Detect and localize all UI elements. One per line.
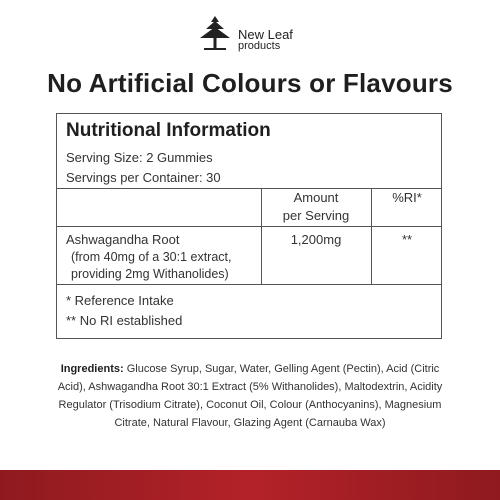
headline: No Artificial Colours or Flavours bbox=[47, 68, 453, 98]
nutrition-panel bbox=[56, 113, 442, 339]
servings-per-container: Servings per Container: 30 bbox=[66, 170, 221, 185]
serving-size: Serving Size: 2 Gummies bbox=[66, 150, 213, 165]
amount-header-line1: Amount bbox=[293, 190, 339, 205]
brand-subtitle: products bbox=[238, 40, 281, 52]
ri-header: %RI* bbox=[392, 190, 422, 205]
amount-header bbox=[261, 189, 371, 225]
ingredient-detail-line2: providing 2mg Withanolides) bbox=[71, 267, 229, 281]
divider bbox=[57, 226, 441, 227]
ingredients-label: Ingredients: bbox=[60, 363, 124, 375]
amount-header-line2: per Serving bbox=[282, 208, 350, 223]
footnote: * Reference Intake bbox=[66, 293, 174, 308]
ingredients-list bbox=[50, 360, 450, 432]
ingredient-amount: 1,200mg bbox=[290, 232, 342, 247]
tree-icon bbox=[198, 14, 232, 58]
ingredient-name: Ashwagandha Root bbox=[66, 232, 180, 247]
ingredients-text: Glucose Syrup, Sugar, Water, Gelling Agent (Pectin), Acid (Citric Acid), Ashwagandha Root 30:1 Extract (5% Withanolides), Maltodextrin, Acidity Regulator (Trisodium Citrate), Coconut Oil, Colour (Anthocyanins), Magnesium Citrate, Natural Flavour, Glazing Agent (Carnauba Wax) bbox=[57, 363, 443, 429]
footnote: ** No RI established bbox=[66, 313, 183, 328]
ingredient-ri: ** bbox=[401, 232, 413, 247]
divider bbox=[57, 284, 441, 285]
ingredient-detail-line1: (from 40mg of a 30:1 extract, bbox=[71, 250, 232, 264]
brand-logo bbox=[198, 14, 328, 58]
accent-bar bbox=[0, 470, 500, 500]
brand-name: New Leaf bbox=[238, 27, 293, 42]
ingredient-detail bbox=[71, 249, 266, 283]
nutrition-title: Nutritional Information bbox=[66, 120, 271, 141]
